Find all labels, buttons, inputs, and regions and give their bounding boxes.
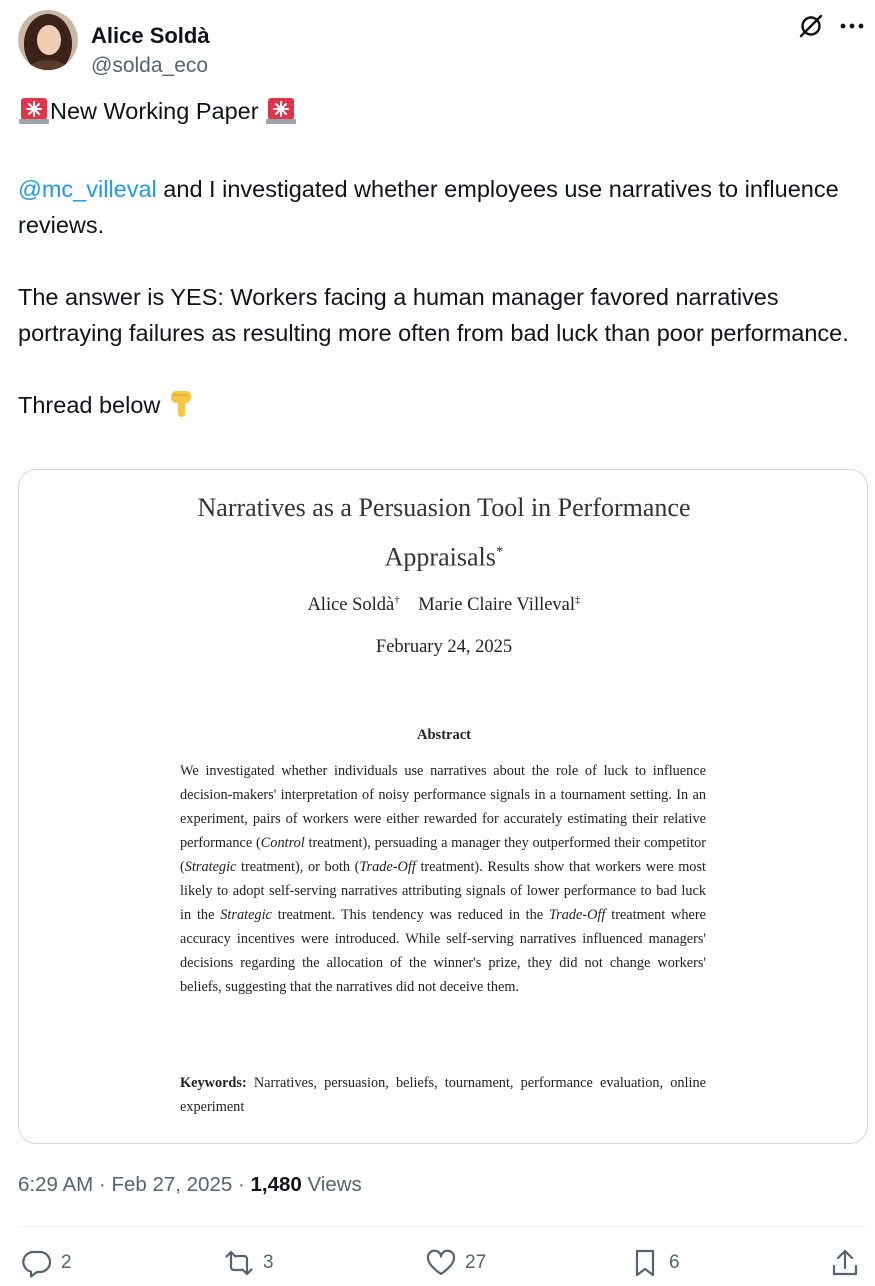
abstract-text: treatment). Results show that workers were most likely to adopt self-serving narratives attributing signals of lower performance to bad luck in the xyxy=(180,859,706,923)
abstract-text: treatment), persuading a manager they outperformed their competitor ( xyxy=(180,835,706,875)
grok-icon[interactable] xyxy=(798,13,824,39)
views-count: 1,480 xyxy=(250,1173,302,1196)
paper-image-card[interactable] xyxy=(18,469,868,1144)
reply-count: 2 xyxy=(61,1252,72,1273)
tweet-paragraph-3 xyxy=(18,387,858,429)
abstract-body xyxy=(180,759,706,999)
tweet-paragraph-1 xyxy=(18,171,858,243)
tweet-line-announcement xyxy=(18,93,858,135)
share-icon xyxy=(830,1248,860,1278)
tweet-paragraph-1-text: and I investigated whether employees use narratives to influence reviews. xyxy=(18,176,839,238)
like-button[interactable] xyxy=(426,1245,486,1281)
abstract-text: We investigated whether individuals use narratives about the role of luck to influence decision-makers' interpretation of noisy performance signals in a tournament setting. In an experiment, pairs of workers were either rewarded for accurately estimating their relative performance ( xyxy=(180,763,706,851)
abstract-italic: Strategic xyxy=(184,859,237,875)
abstract-heading: Abstract xyxy=(417,727,471,743)
abstract-italic: Trade-Off xyxy=(548,907,606,923)
keywords-text: Narratives, persuasion, beliefs, tournament, performance evaluation, online experiment xyxy=(180,1075,706,1115)
author-name[interactable]: Alice Soldà xyxy=(91,23,210,48)
action-bar xyxy=(18,1245,868,1281)
avatar[interactable] xyxy=(18,10,78,70)
paper-title xyxy=(19,486,868,580)
abstract-text: treatment where accuracy incentives were introduced. While self-serving narratives influenced managers' decisions regarding the allocation of the winner's prize, they did not change workers' beliefs, suggesting that the narratives did not deceive them. xyxy=(180,907,706,995)
paper-author-2-mark: ‡ xyxy=(575,594,581,606)
tweet-paragraph-2: The answer is YES: Workers facing a human manager favored narratives portraying failures as resulting more often from bad luck than poor performance. xyxy=(18,284,849,346)
abstract-italic: Strategic xyxy=(220,907,272,923)
views-label: Views xyxy=(301,1173,362,1196)
siren-emoji-icon xyxy=(265,95,297,135)
meta-separator: · xyxy=(93,1173,112,1196)
keywords-label: Keywords: xyxy=(180,1075,247,1091)
reply-icon xyxy=(22,1248,52,1278)
paper-title-line1: Narratives as a Persuasion Tool in Performance xyxy=(197,493,691,522)
siren-emoji-icon xyxy=(18,95,50,135)
tweet-date[interactable]: Feb 27, 2025 xyxy=(111,1173,233,1196)
tweet-time[interactable]: 6:29 AM xyxy=(18,1173,94,1196)
paper-keywords xyxy=(180,1071,706,1119)
tweet-text xyxy=(18,93,858,429)
paper-author-1: Alice Soldà xyxy=(307,595,395,616)
paper-author-1-mark: † xyxy=(394,594,400,606)
share-button[interactable] xyxy=(830,1245,860,1281)
paper-title-line2: Appraisals xyxy=(384,542,496,572)
reply-button[interactable] xyxy=(22,1245,72,1281)
bookmark-button[interactable] xyxy=(630,1245,680,1281)
repost-count: 3 xyxy=(263,1252,274,1273)
pointing-down-emoji-icon xyxy=(167,389,195,429)
repost-button[interactable] xyxy=(224,1245,274,1281)
bookmark-count: 6 xyxy=(669,1252,680,1273)
abstract-italic: Control xyxy=(260,835,305,851)
abstract-text: treatment), or both ( xyxy=(236,859,360,875)
tweet-meta xyxy=(18,1172,362,1198)
heart-icon xyxy=(426,1248,456,1278)
abstract-italic: Trade-Off xyxy=(359,859,416,875)
divider xyxy=(18,1226,868,1227)
paper-author-2: Marie Claire Villeval xyxy=(418,595,576,616)
paper-authors xyxy=(19,594,868,616)
meta-separator: · xyxy=(232,1173,251,1196)
tweet-header xyxy=(18,10,868,77)
more-icon[interactable] xyxy=(838,13,866,39)
tweet-paragraph-3-text: Thread below xyxy=(18,392,161,418)
bookmark-icon xyxy=(630,1248,660,1278)
tweet-line1-text: New Working Paper xyxy=(50,98,259,124)
paper-title-line2-wrap xyxy=(19,530,868,580)
like-count: 27 xyxy=(465,1252,487,1273)
paper-title-mark: * xyxy=(495,544,504,560)
repost-icon xyxy=(224,1248,254,1278)
paper-date: February 24, 2025 xyxy=(375,637,513,657)
abstract-text: treatment. This tendency was reduced in the xyxy=(271,907,549,923)
mention-link[interactable]: @mc_villeval xyxy=(18,176,157,202)
author-handle[interactable]: @solda_eco xyxy=(91,54,209,77)
